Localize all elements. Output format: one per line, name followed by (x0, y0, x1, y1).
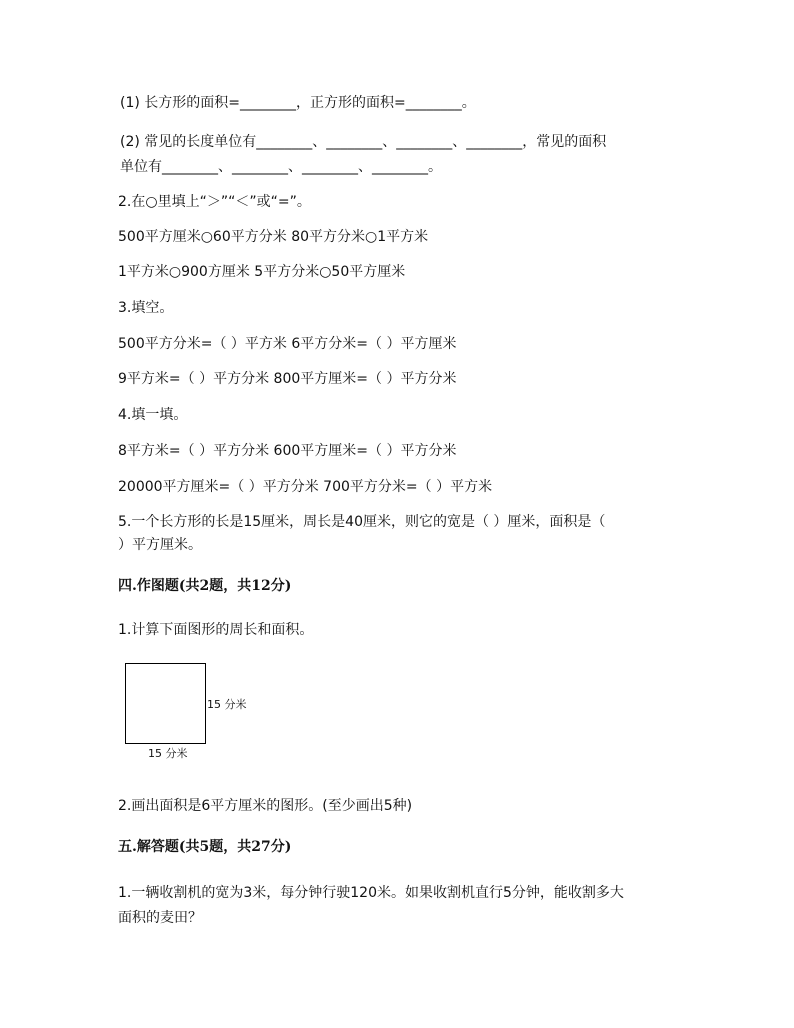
part5-heading: 五.解答题(共5题，共27分) (118, 839, 292, 855)
section2-row2: 1平方米○900方厘米 5平方分米○50平方厘米 (118, 264, 406, 280)
square-figure (125, 663, 206, 744)
section3-row1: 500平方分米=（ ）平方米 6平方分米=（ ）平方厘米 (118, 336, 457, 352)
section3-row2: 9平方米=（ ）平方分米 800平方厘米=（ ）平方分米 (118, 371, 457, 387)
part4-heading: 四.作图题(共2题，共12分) (118, 578, 292, 594)
part4-q2: 2.画出面积是6平方厘米的图形。(至少画出5种) (118, 798, 413, 814)
part4-q1: 1.计算下面图形的周长和面积。 (118, 622, 314, 638)
section4-row1: 8平方米=（ ）平方分米 600平方厘米=（ ）平方分米 (118, 443, 457, 459)
q1-area-formula: (1) 长方形的面积=________，正方形的面积=________。 (120, 95, 476, 111)
section3-title: 3.填空。 (118, 300, 174, 316)
q2-units-line1: (2) 常见的长度单位有________、________、________、________，常见的面积 (120, 134, 607, 150)
square-side-label: 15 分米 (207, 698, 247, 711)
section2-title: 2.在○里填上“＞”“＜”或“=”。 (118, 194, 311, 210)
section5-line2: ）平方厘米。 (118, 537, 202, 553)
part5-q1-line1: 1.一辆收割机的宽为3米，每分钟行驶120米。如果收割机直行5分钟，能收割多大 (118, 885, 624, 901)
section5-line1: 5.一个长方形的长是15厘米，周长是40厘米，则它的宽是（ ）厘米，面积是（ (118, 514, 606, 530)
section4-row2: 20000平方厘米=（ ）平方分米 700平方分米=（ ）平方米 (118, 479, 493, 495)
part5-q1-line2: 面积的麦田？ (118, 910, 202, 926)
section4-title: 4.填一填。 (118, 407, 188, 423)
q2-units-line2: 单位有________、________、________、________。 (120, 159, 442, 175)
square-bottom-label: 15 分米 (148, 747, 188, 760)
section2-row1: 500平方厘米○60平方分米 80平方分米○1平方米 (118, 229, 429, 245)
